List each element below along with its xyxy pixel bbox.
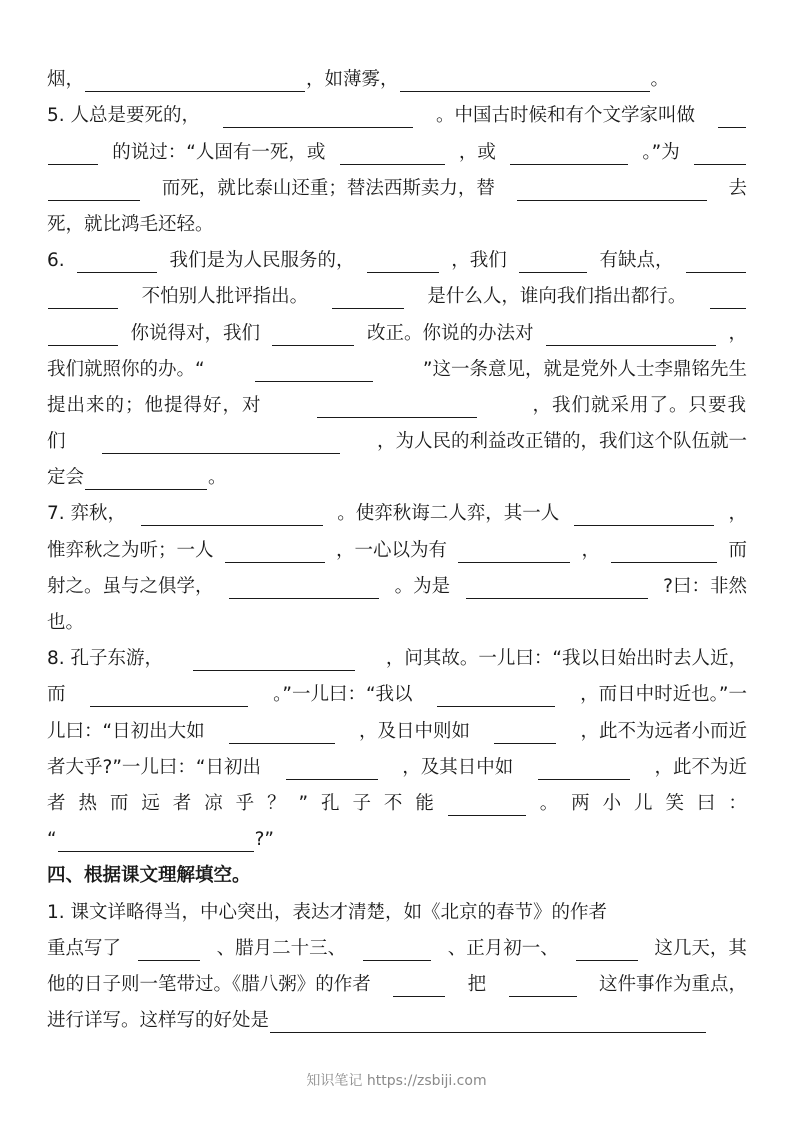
question-8-line-5 bbox=[47, 782, 747, 818]
text: 儿曰：“日初出大如 bbox=[47, 720, 205, 742]
text: 把 bbox=[467, 973, 487, 995]
answer-blank[interactable] bbox=[138, 943, 200, 961]
answer-blank[interactable] bbox=[538, 762, 630, 780]
char: ？ bbox=[267, 792, 286, 814]
text: 不怕别人批评指出。 bbox=[141, 286, 309, 308]
text: 定会 bbox=[47, 467, 85, 489]
char: 曰 bbox=[696, 792, 716, 814]
question-6-line-4 bbox=[47, 348, 747, 384]
text: 、正月初一、 bbox=[447, 937, 559, 959]
char: 小 bbox=[602, 792, 622, 814]
answer-blank[interactable] bbox=[546, 328, 716, 346]
question-8-line-3 bbox=[47, 709, 747, 745]
answer-blank[interactable] bbox=[48, 291, 118, 309]
text: ，此不为远者小而近 bbox=[580, 720, 747, 742]
text: 。”一儿曰：“我以 bbox=[273, 684, 413, 706]
question-6-line-5 bbox=[47, 384, 747, 420]
answer-blank[interactable] bbox=[85, 74, 305, 92]
text: 1. 课文详略得当，中心突出，表达才清楚，如《北京的春节》的作者 bbox=[47, 901, 608, 923]
char: 儿 bbox=[634, 792, 653, 814]
question-6-line-6 bbox=[47, 420, 747, 456]
text: 8. 孔子东游， bbox=[47, 648, 164, 670]
text: 而 bbox=[728, 539, 747, 561]
char: 能 bbox=[415, 792, 434, 814]
question-8-line-1 bbox=[47, 637, 747, 673]
answer-blank[interactable] bbox=[400, 74, 650, 92]
text: 惟弈秋之为听；一人 bbox=[47, 539, 214, 561]
footer-watermark: 知识笔记 https://zsbiji.com bbox=[306, 1073, 487, 1089]
section-4-line-4 bbox=[47, 999, 747, 1035]
text: 进行详写。这样写的好处是 bbox=[47, 1010, 270, 1032]
section-4-heading: 四、根据课文理解填空。 bbox=[47, 865, 251, 887]
text: ，我们 bbox=[451, 250, 507, 272]
text: 你说得对，我们 bbox=[130, 322, 260, 344]
text: 我们是为人民服务的， bbox=[169, 250, 355, 272]
text: ， bbox=[728, 322, 747, 344]
text: 。 bbox=[208, 467, 227, 489]
text: 是什么人，谁向我们指出都行。 bbox=[427, 286, 687, 308]
section-4-line-2 bbox=[47, 927, 747, 963]
text: ， bbox=[581, 539, 600, 561]
text: 的说过：“人固有一死，或 bbox=[112, 141, 326, 163]
answer-blank[interactable] bbox=[286, 762, 378, 780]
answer-blank[interactable] bbox=[363, 943, 431, 961]
char: 而 bbox=[109, 792, 129, 814]
question-8-line-4 bbox=[47, 746, 747, 782]
answer-blank[interactable] bbox=[466, 581, 648, 599]
section-4-line-1 bbox=[47, 890, 747, 926]
question-6-line-2 bbox=[47, 275, 747, 311]
answer-blank[interactable] bbox=[437, 689, 555, 707]
text: 射之。虽与之俱学， bbox=[47, 575, 214, 597]
text: ，一心以为有 bbox=[335, 539, 447, 561]
answer-blank[interactable] bbox=[718, 110, 746, 128]
text: ，为人民的利益改正错的，我们这个队伍就一 bbox=[376, 431, 747, 453]
answer-blank[interactable] bbox=[340, 147, 445, 165]
char: 。 bbox=[539, 792, 559, 814]
text: 我们就照你的办。“ bbox=[47, 358, 205, 380]
text: 这件事作为重点， bbox=[598, 973, 747, 995]
text: ，如薄雾， bbox=[306, 69, 399, 91]
text: 。使弈秋诲二人弈，其一人 bbox=[337, 503, 560, 525]
text: ，此不为近 bbox=[654, 756, 747, 778]
text: ，及其日中如 bbox=[402, 756, 514, 778]
answer-blank[interactable] bbox=[270, 1015, 706, 1033]
answer-blank[interactable] bbox=[272, 328, 354, 346]
text: ，而日中时近也。”一 bbox=[580, 684, 747, 706]
answer-blank[interactable] bbox=[141, 508, 323, 526]
text: 。中国古时候和有个文学家叫做 bbox=[435, 105, 695, 127]
question-7-line-2 bbox=[47, 528, 747, 564]
text: 去 bbox=[728, 177, 747, 199]
text: 他的日子则一笔带过。《腊八粥》的作者 bbox=[47, 973, 371, 995]
answer-blank[interactable] bbox=[48, 147, 98, 165]
answer-blank[interactable] bbox=[458, 545, 570, 563]
answer-blank[interactable] bbox=[102, 436, 340, 454]
answer-blank[interactable] bbox=[229, 726, 335, 744]
char: 凉 bbox=[204, 792, 223, 814]
section-4-line-3 bbox=[47, 963, 747, 999]
answer-blank[interactable] bbox=[90, 689, 248, 707]
text: “ bbox=[47, 829, 57, 851]
answer-blank[interactable] bbox=[367, 255, 439, 273]
answer-blank[interactable] bbox=[85, 472, 207, 490]
text: 死，就比鸿毛还轻。 bbox=[47, 213, 214, 235]
answer-blank[interactable] bbox=[574, 508, 714, 526]
answer-blank[interactable] bbox=[229, 581, 379, 599]
answer-blank[interactable] bbox=[225, 545, 325, 563]
answer-blank[interactable] bbox=[694, 147, 746, 165]
question-5-line-3 bbox=[47, 167, 747, 203]
question-6-line-1 bbox=[47, 239, 747, 275]
text: 重点写了 bbox=[47, 937, 122, 959]
text: 7. 弈秋， bbox=[47, 503, 127, 525]
question-7-line-3 bbox=[47, 565, 747, 601]
answer-blank[interactable] bbox=[255, 364, 373, 382]
question-6-line-7 bbox=[47, 456, 747, 492]
text: 这几天，其 bbox=[654, 937, 747, 959]
question-8-line-2 bbox=[47, 673, 747, 709]
text: 6. bbox=[47, 250, 65, 272]
text: 5. 人总是要死的， bbox=[47, 105, 201, 127]
answer-blank[interactable] bbox=[519, 255, 587, 273]
answer-blank[interactable] bbox=[317, 400, 477, 418]
answer-blank[interactable] bbox=[48, 328, 118, 346]
text: ，及日中则如 bbox=[359, 720, 471, 742]
answer-blank[interactable] bbox=[710, 291, 746, 309]
text: 。为是 bbox=[394, 575, 451, 597]
question-5-line-4 bbox=[47, 203, 747, 239]
char: 远 bbox=[141, 792, 160, 814]
text: 也。 bbox=[47, 612, 85, 633]
answer-blank[interactable] bbox=[77, 255, 157, 273]
question-7-line-4 bbox=[47, 601, 747, 637]
answer-blank[interactable] bbox=[611, 545, 717, 563]
answer-blank[interactable] bbox=[448, 798, 526, 816]
char: 子 bbox=[352, 792, 371, 814]
char: 笑 bbox=[665, 792, 684, 814]
text: 。 bbox=[650, 69, 670, 91]
answer-blank[interactable] bbox=[223, 110, 413, 128]
answer-blank[interactable] bbox=[517, 183, 707, 201]
text: 烟， bbox=[47, 69, 85, 91]
text: 改正。你说的办法对 bbox=[366, 322, 534, 344]
char: 者 bbox=[47, 792, 66, 814]
answer-blank[interactable] bbox=[193, 653, 355, 671]
question-8-line-6 bbox=[47, 818, 747, 854]
question-4-end bbox=[47, 58, 747, 94]
char: ” bbox=[298, 792, 309, 814]
text: ，问其故。一儿曰：“我以日始出时去人近， bbox=[385, 648, 747, 670]
char: 不 bbox=[383, 792, 403, 814]
worksheet-content bbox=[47, 58, 747, 1035]
text: ”这一条意见，就是党外人士李鼎铭先生 bbox=[422, 358, 747, 380]
text: ?” bbox=[254, 829, 274, 851]
answer-blank[interactable] bbox=[332, 291, 404, 309]
char: 热 bbox=[78, 792, 97, 814]
text: ，我们就采用了。只要我 bbox=[532, 394, 747, 416]
text: 。”为 bbox=[642, 141, 680, 163]
char: 孔 bbox=[321, 792, 340, 814]
text: 者大乎?”一儿曰：“日初出 bbox=[47, 756, 261, 778]
answer-blank[interactable] bbox=[576, 943, 638, 961]
question-5-line-1 bbox=[47, 94, 747, 130]
answer-blank[interactable] bbox=[393, 979, 445, 997]
answer-blank[interactable] bbox=[686, 255, 746, 273]
answer-blank[interactable] bbox=[510, 147, 628, 165]
question-6-line-3 bbox=[47, 311, 747, 347]
char: 乎 bbox=[235, 792, 255, 814]
answer-blank[interactable] bbox=[48, 183, 140, 201]
answer-blank[interactable] bbox=[58, 834, 254, 852]
text: 提出来的；他提得好，对 bbox=[47, 394, 262, 416]
text: 而 bbox=[47, 684, 66, 706]
text: 而死，就比泰山还重；替法西斯卖力，替 bbox=[161, 177, 495, 199]
char: 两 bbox=[571, 792, 590, 814]
question-5-line-2 bbox=[47, 130, 747, 166]
answer-blank[interactable] bbox=[509, 979, 577, 997]
text: 、腊月二十三、 bbox=[216, 937, 347, 959]
answer-blank[interactable] bbox=[494, 726, 556, 744]
text: ?曰：非然 bbox=[663, 575, 747, 597]
text: 们 bbox=[47, 431, 66, 453]
char: ： bbox=[728, 792, 747, 814]
text: ， bbox=[728, 503, 747, 525]
text: ，或 bbox=[458, 141, 496, 163]
char: 者 bbox=[172, 792, 192, 814]
text: 有缺点， bbox=[599, 250, 674, 272]
question-7-line-1 bbox=[47, 492, 747, 528]
